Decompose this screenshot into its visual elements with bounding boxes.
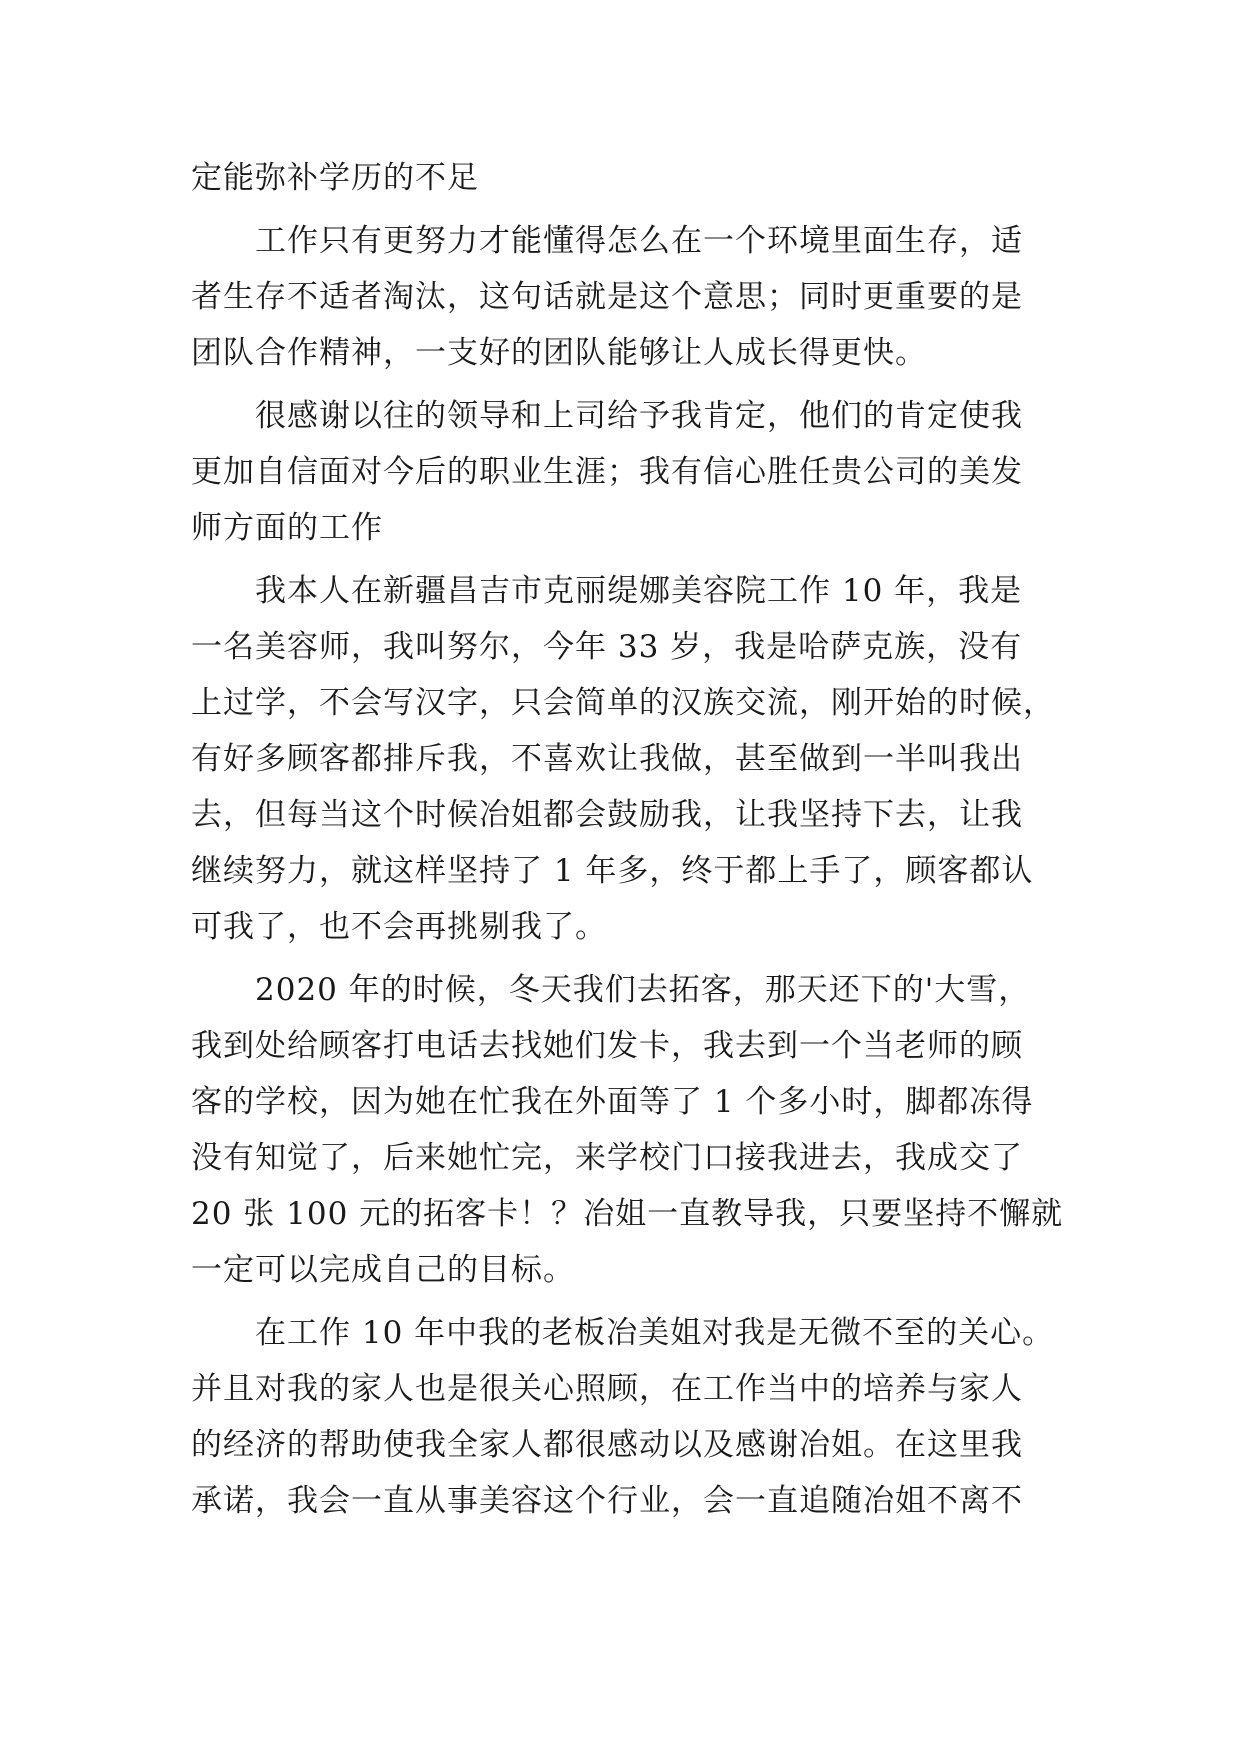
paragraph-first-line: 在工作 10 年中我的老板冶美姐对我是无微不至的关心。: [255, 1315, 1055, 1351]
paragraph-first-line: 我本人在新疆昌吉市克丽缇娜美容院工作 10 年，我是: [255, 573, 1023, 609]
text-line: 没有知觉了，后来她忙完，来学校门口接我进去，我成交了: [191, 1140, 1023, 1176]
text-line: 20 张 100 元的拓客卡！？冶姐一直教导我，只要坚持不懈就: [191, 1196, 1064, 1232]
text-line: 定能弥补学历的不足: [191, 160, 479, 196]
text-line: 并且对我的家人也是很关心照顾，在工作当中的培养与家人: [191, 1371, 1023, 1407]
text-line: 更加自信面对今后的职业生涯；我有信心胜任贵公司的美发: [191, 454, 1023, 490]
text-line: 一定可以完成自己的目标。: [191, 1252, 575, 1288]
text-line: 一名美容师，我叫努尔，今年 33 岁，我是哈萨克族，没有: [191, 629, 1023, 665]
text-line: 的经济的帮助使我全家人都很感动以及感谢冶姐。在这里我: [191, 1427, 1023, 1463]
text-line: 可我了，也不会再挑剔我了。: [191, 909, 607, 945]
paragraph-first-line: 很感谢以往的领导和上司给予我肯定，他们的肯定使我: [255, 398, 1023, 434]
text-line: 去，但每当这个时候冶姐都会鼓励我，让我坚持下去，让我: [191, 797, 1023, 833]
text-line: 有好多顾客都排斥我，不喜欢让我做，甚至做到一半叫我出: [191, 741, 1023, 777]
text-line: 客的学校，因为她在忙我在外面等了 1 个多小时，脚都冻得: [191, 1084, 1034, 1120]
text-line: 师方面的工作: [191, 510, 383, 546]
text-line: 者生存不适者淘汰，这句话就是这个意思；同时更重要的是: [191, 279, 1023, 315]
paragraph-first-line: 2020 年的时候，冬天我们去拓客，那天还下的'大雪，: [255, 972, 1031, 1008]
paragraph-first-line: 工作只有更努力才能懂得怎么在一个环境里面生存，适: [255, 223, 1023, 259]
text-line: 我到处给顾客打电话去找她们发卡，我去到一个当老师的顾: [191, 1028, 1023, 1064]
text-line: 承诺，我会一直从事美容这个行业，会一直追随冶姐不离不: [191, 1483, 1023, 1519]
text-line: 继续努力，就这样坚持了 1 年多，终于都上手了，顾客都认: [191, 853, 1034, 889]
text-line: 团队合作精神，一支好的团队能够让人成长得更快。: [191, 335, 927, 371]
text-line: 上过学，不会写汉字，只会简单的汉族交流，刚开始的时候，: [191, 685, 1055, 721]
